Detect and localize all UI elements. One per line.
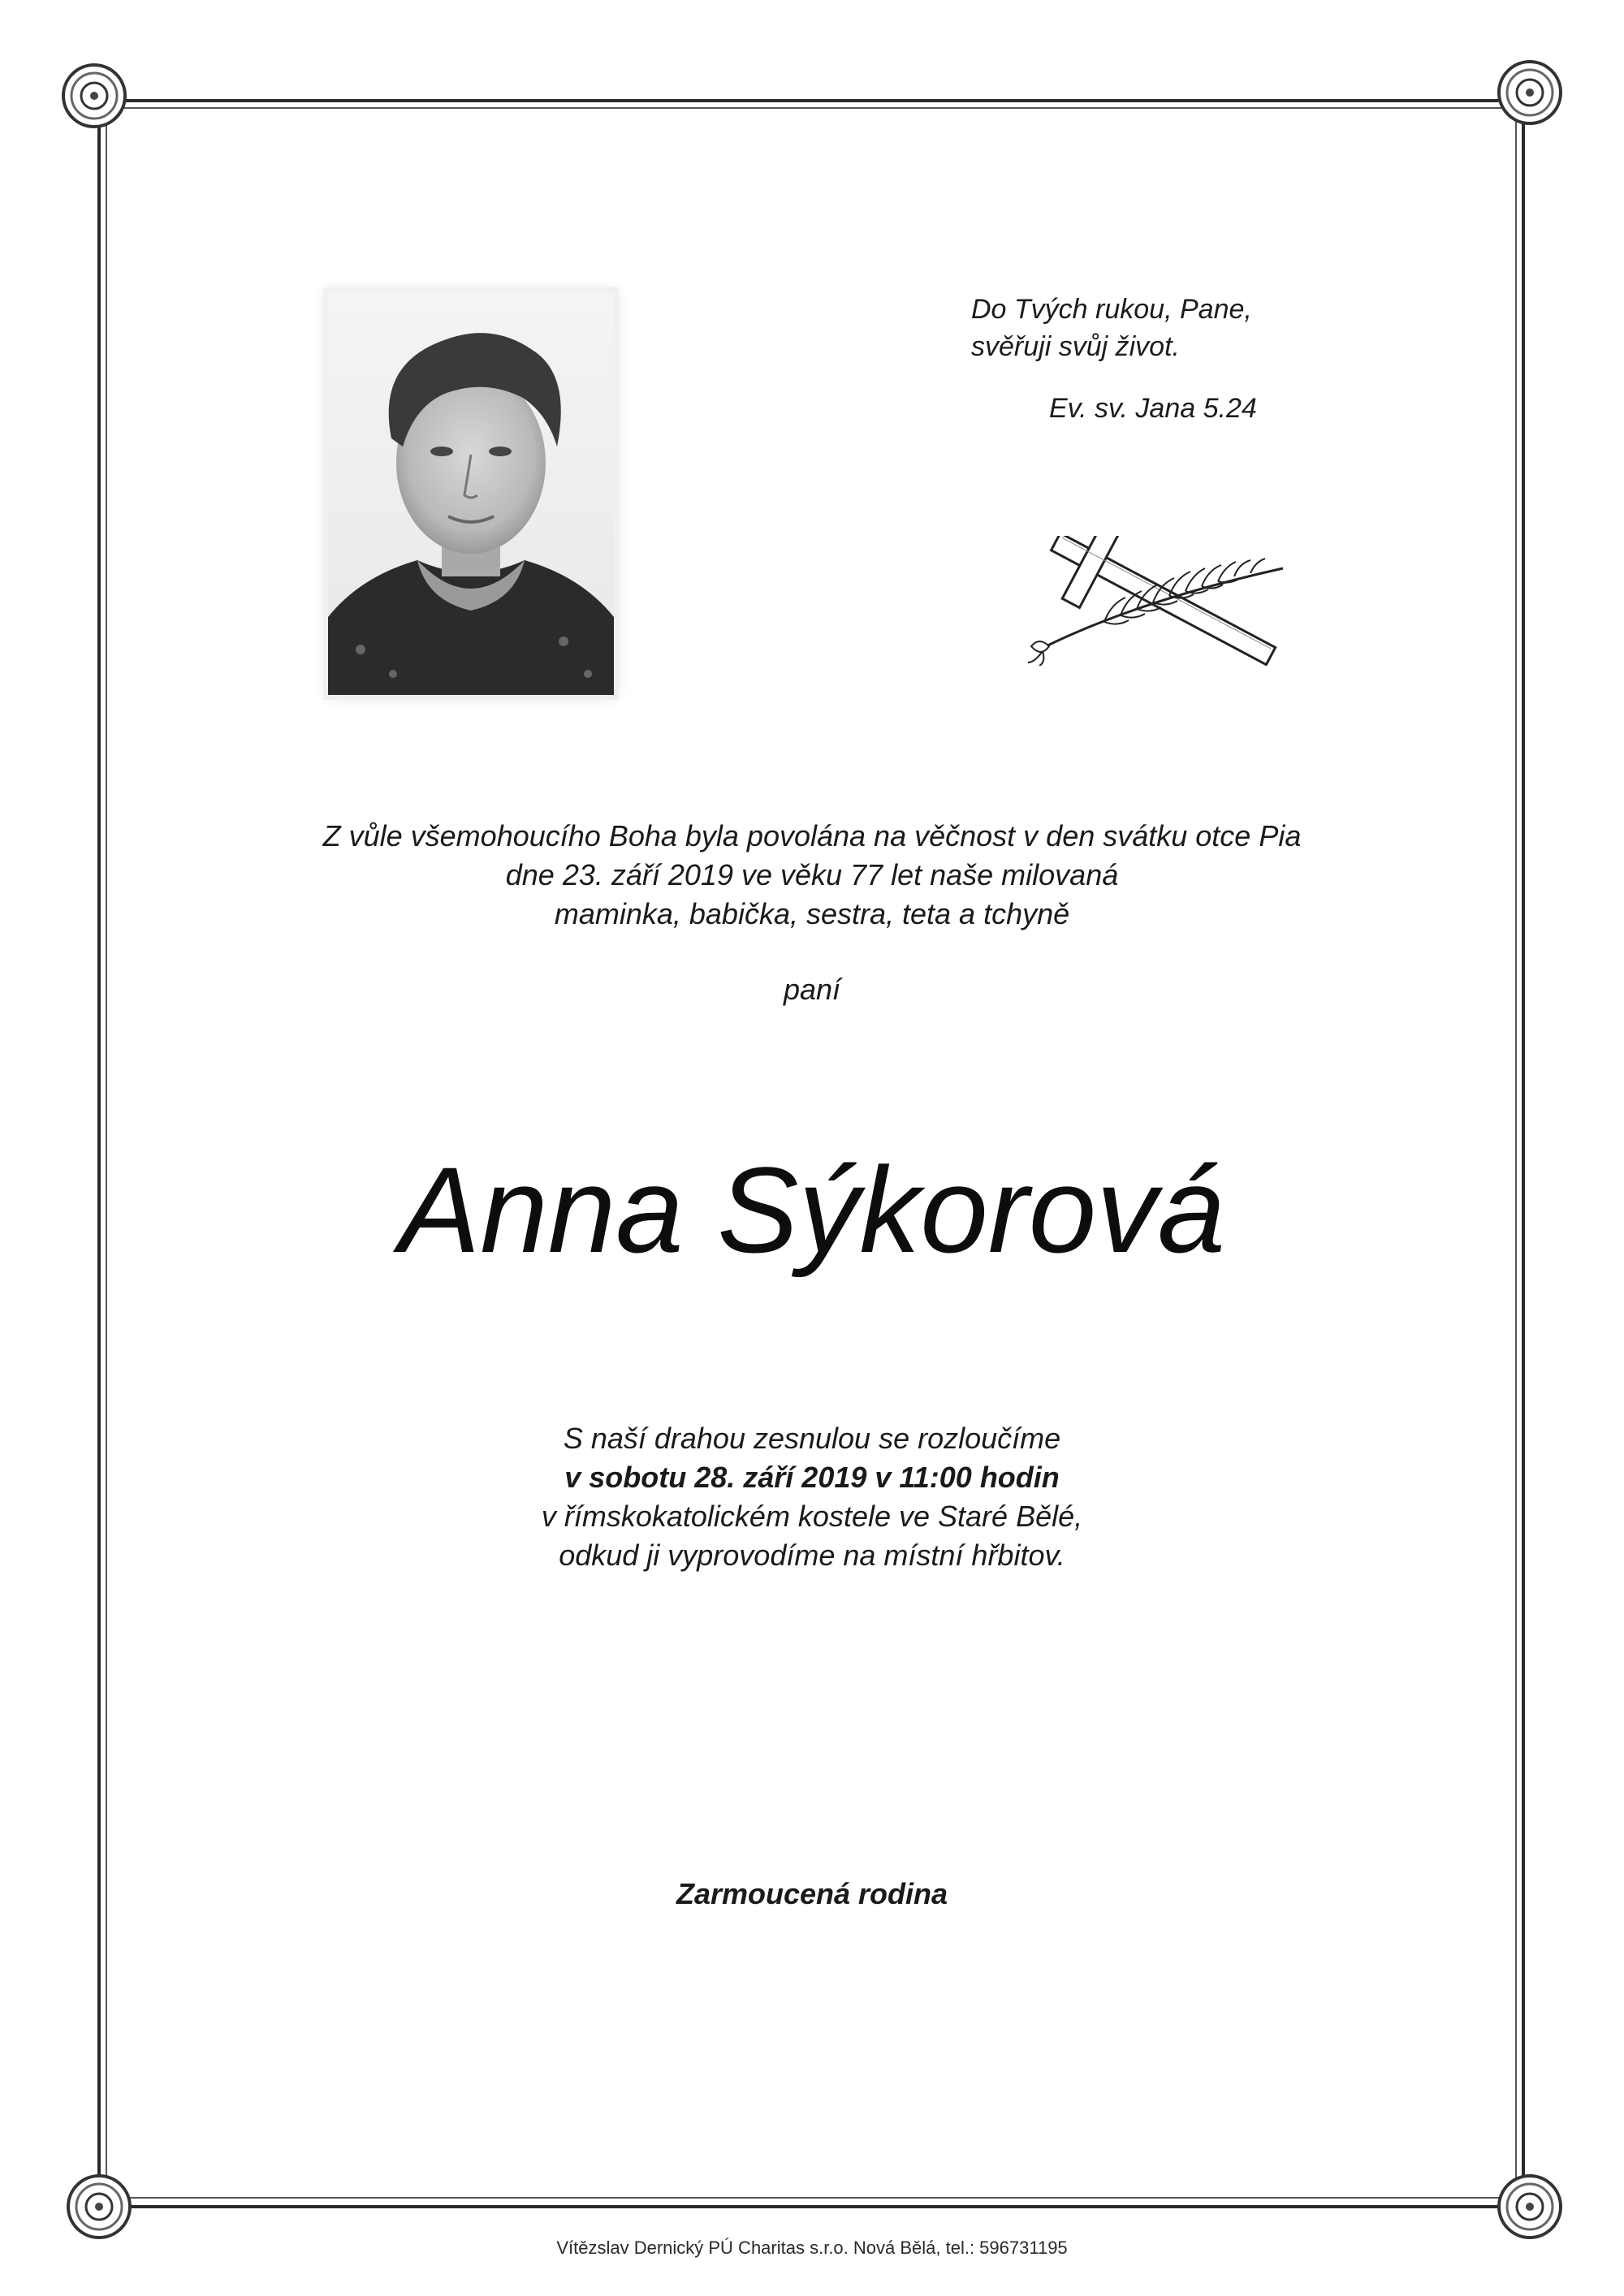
frame-top-inner-border <box>91 107 1533 109</box>
honorific: paní <box>783 973 841 1006</box>
frame-bottom-inner-border <box>91 2197 1533 2199</box>
family-signature: Zarmoucená rodina <box>676 1877 948 1910</box>
bible-verse <box>971 291 1393 365</box>
frame-left-border <box>97 122 101 2184</box>
funeral-service-footer: Vítězslav Dernický PÚ Charitas s.r.o. Nová Bělá, tel.: 596731195 <box>556 2238 1068 2258</box>
corner-rosette-icon <box>60 62 128 130</box>
farewell-details <box>162 1419 1462 1575</box>
frame-left-inner-border <box>106 122 107 2184</box>
cross-with-palm-branch-icon <box>1007 536 1299 666</box>
frame-bottom-border <box>91 2205 1533 2208</box>
frame-right-inner-border <box>1515 122 1517 2184</box>
announcement-line: dne 23. září 2019 ve věku 77 let naše milovaná <box>505 858 1119 891</box>
farewell-line: S naší drahou zesnulou se rozloučíme <box>563 1422 1061 1455</box>
frame-top-border <box>91 99 1533 102</box>
announcement-line: Z vůle všemohoucího Boha byla povolána na věčnost v den svátku otce Pia <box>322 819 1302 852</box>
verse-reference: Ev. sv. Jana 5.24 <box>1049 393 1257 424</box>
announcement-line: maminka, babička, sestra, teta a tchyně <box>554 897 1070 930</box>
farewell-line: odkud ji vyprovodíme na místní hřbitov. <box>559 1539 1065 1572</box>
farewell-line: v římskokatolickém kostele ve Staré Bělé, <box>541 1500 1083 1533</box>
corner-rosette-icon <box>1496 2173 1564 2241</box>
verse-line: Do Tvých rukou, Pane, <box>971 294 1252 325</box>
portrait-photo <box>328 292 614 695</box>
verse-line: svěřuji svůj život. <box>971 331 1180 362</box>
frame-right-border <box>1522 122 1525 2184</box>
farewell-date-time: v sobotu 28. září 2019 v 11:00 hodin <box>564 1461 1060 1494</box>
corner-rosette-icon <box>1496 58 1564 127</box>
corner-rosette-icon <box>65 2173 133 2241</box>
death-announcement <box>162 817 1462 934</box>
deceased-name: Anna Sýkorová <box>399 1142 1225 1278</box>
